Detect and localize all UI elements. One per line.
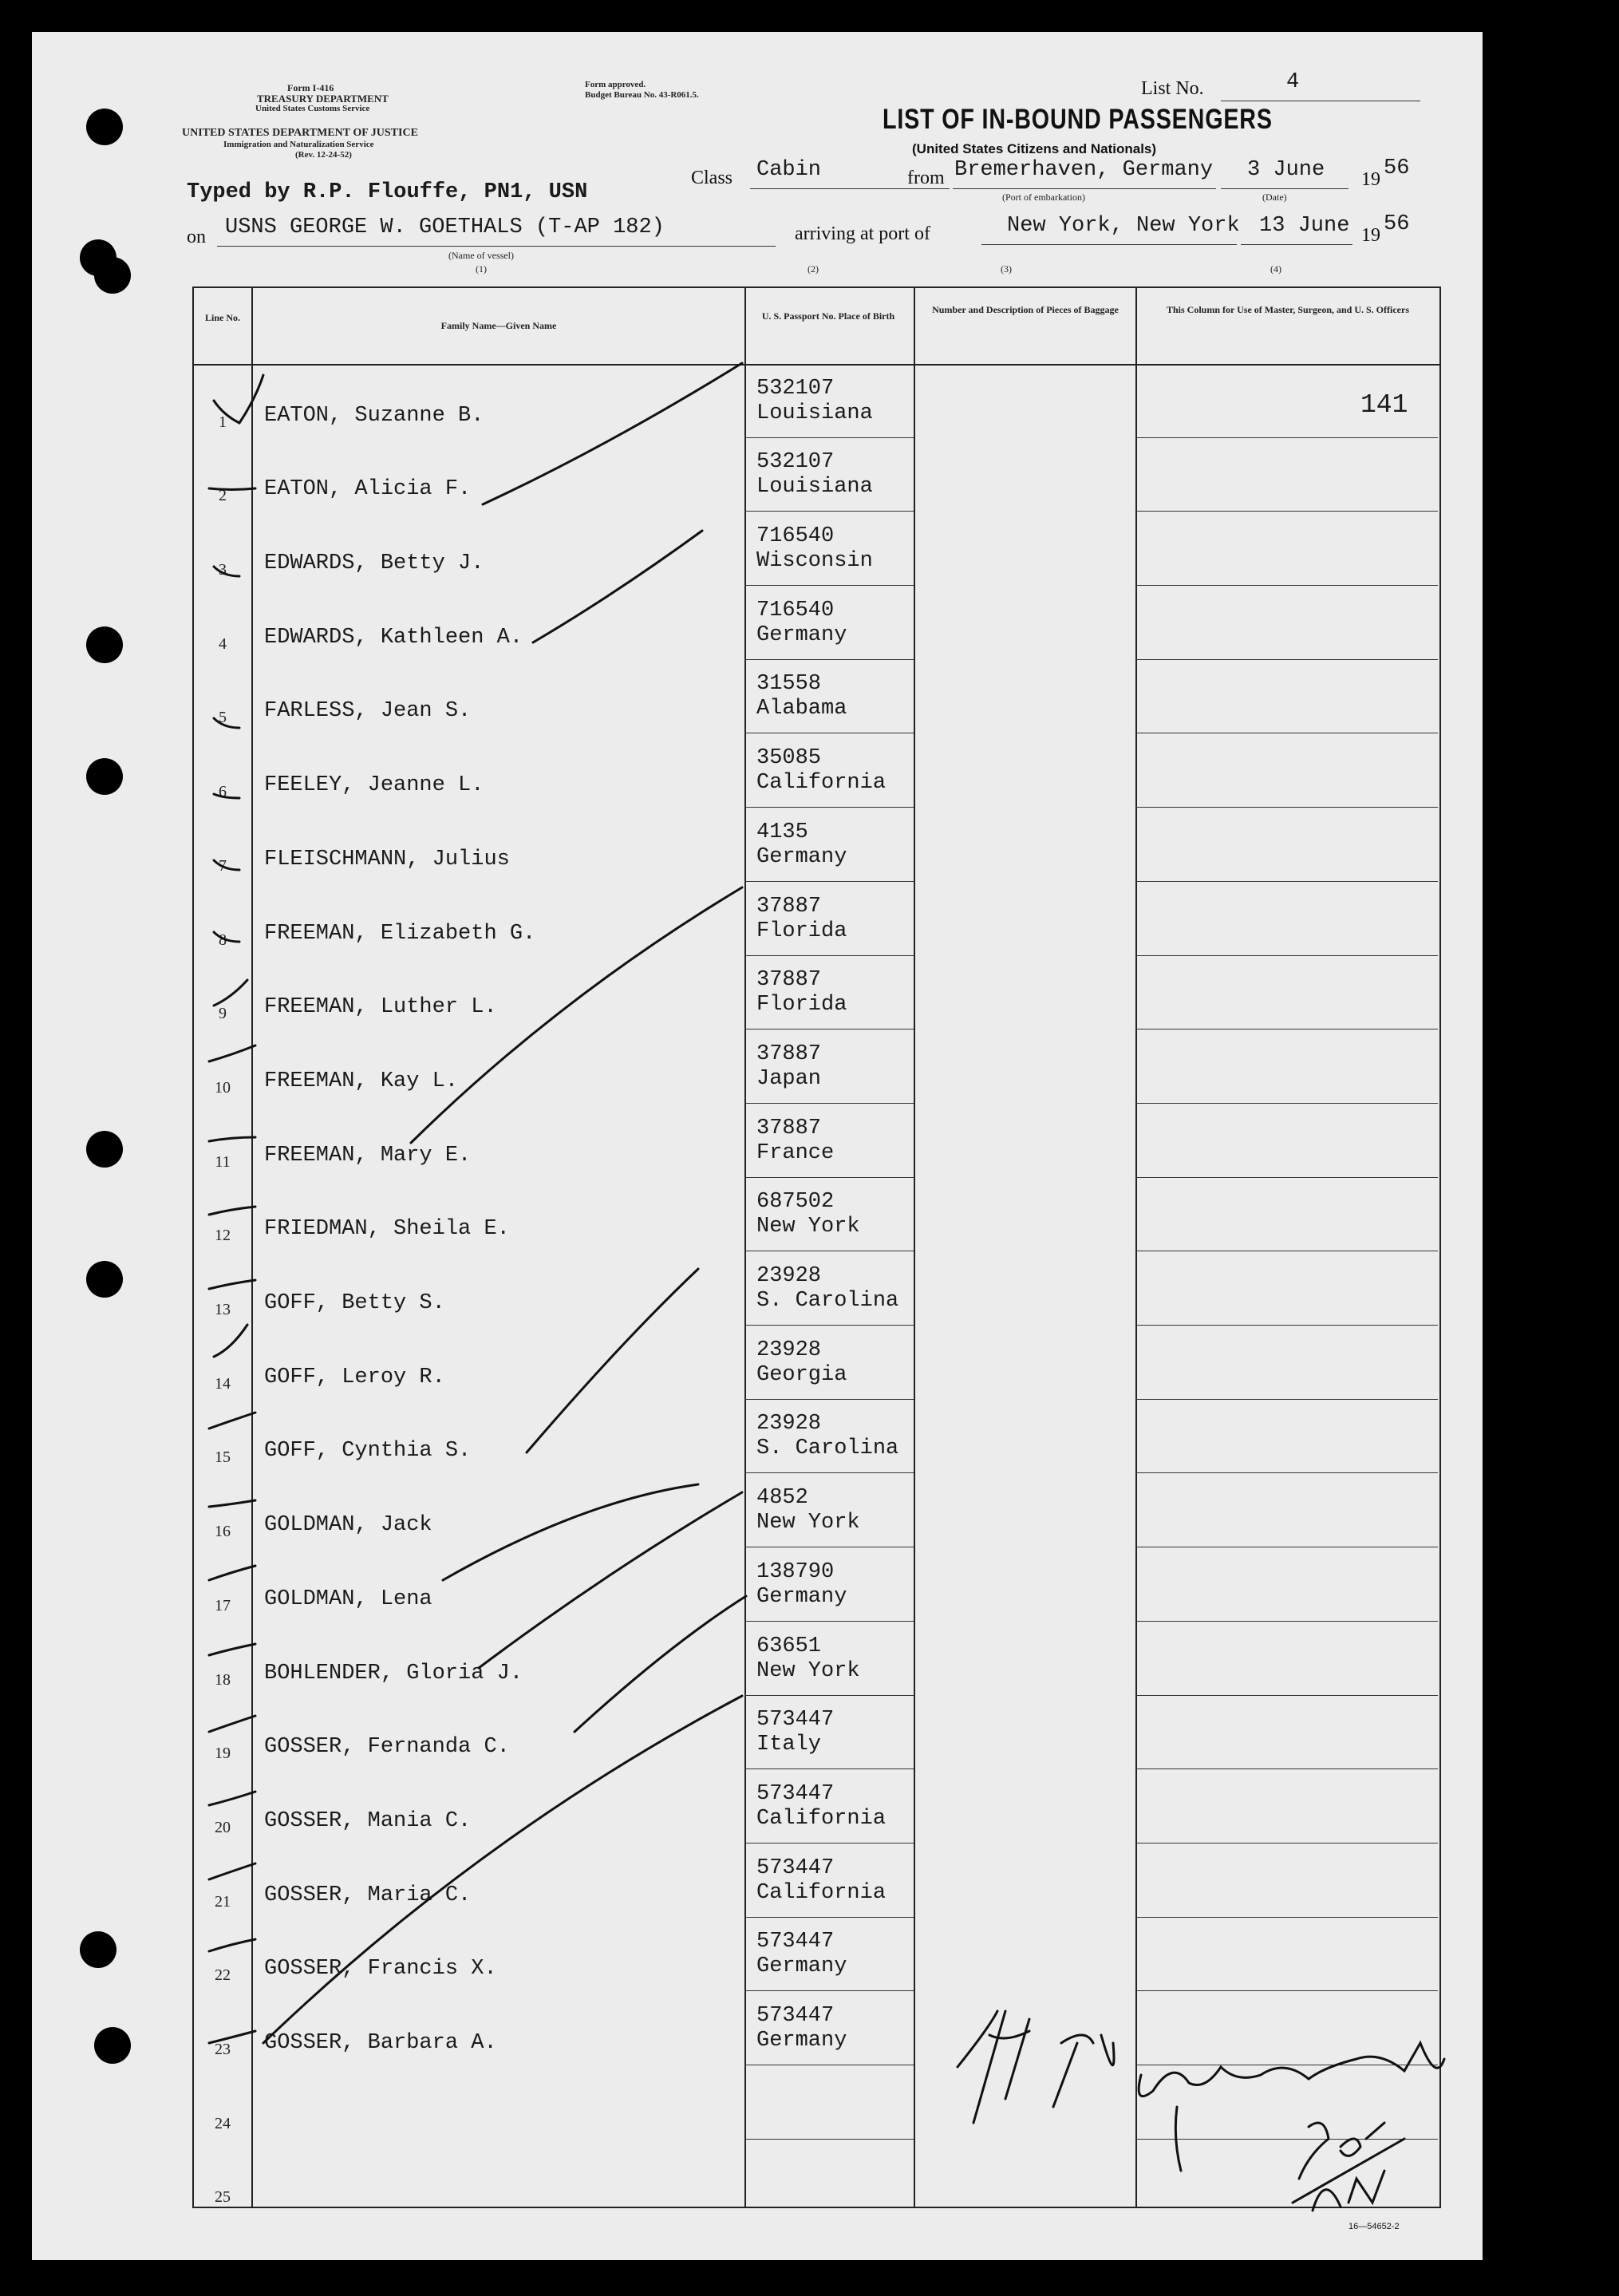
footer-code: 16—54652-2: [1349, 2222, 1400, 2231]
passenger-name: FREEMAN, Mary E.: [264, 1143, 472, 1168]
check-mark: [209, 1045, 255, 1061]
check-mark: [209, 1137, 255, 1141]
diagonal-stroke: [483, 363, 742, 504]
list-no-label: List No.: [1141, 78, 1204, 99]
passport-number: 37887: [756, 1116, 822, 1140]
col-num-3: (3): [1001, 263, 1012, 275]
vessel-caption: (Name of vessel): [448, 250, 514, 261]
line-number: 17: [215, 1596, 231, 1614]
embark-date: 3 June: [1247, 158, 1325, 182]
passport-number: 23928: [756, 1412, 822, 1436]
document-title: LIST OF IN-BOUND PASSENGERS: [883, 104, 1273, 135]
diagonal-stroke: [527, 1269, 698, 1452]
embark-year: 56: [1384, 156, 1410, 180]
check-mark: [209, 1716, 255, 1732]
passport-number: 532107: [756, 376, 835, 401]
line-number: 25: [215, 2188, 231, 2207]
line-number: 11: [215, 1152, 231, 1171]
place-of-birth: Wisconsin: [756, 549, 873, 574]
passenger-name: GOSSER, Francis X.: [264, 1957, 497, 1982]
embark-year-prefix: 19: [1361, 169, 1380, 190]
line-number: 15: [215, 1448, 231, 1467]
header-passport: U. S. Passport No. Place of Birth: [761, 310, 895, 322]
place-of-birth: France: [756, 1140, 835, 1165]
passenger-name: GOSSER, Barbara A.: [264, 2031, 497, 2056]
check-mark: [214, 794, 239, 798]
initials-stroke: [1293, 2139, 1404, 2203]
typed-by-line: Typed by R.P. Flouffe, PN1, USN: [187, 180, 588, 204]
line-number: 1: [219, 413, 227, 431]
line-number: 7: [219, 856, 227, 875]
line-number: 5: [219, 709, 227, 727]
place-of-birth: Louisiana: [756, 475, 873, 500]
arrival-port: New York, New York: [1007, 214, 1240, 238]
passenger-name: EDWARDS, Betty J.: [264, 551, 484, 576]
line-number: 10: [215, 1078, 231, 1097]
check-mark: [209, 1500, 255, 1507]
check-mark: [214, 375, 263, 423]
place-of-birth: S. Carolina: [756, 1436, 899, 1461]
check-mark: [214, 860, 239, 870]
col-num-2: (2): [808, 263, 819, 275]
place-of-birth: New York: [756, 1658, 860, 1683]
check-mark: [209, 488, 255, 490]
class-value: Cabin: [756, 158, 822, 182]
place-of-birth: New York: [756, 1215, 860, 1239]
form-revision: (Rev. 12-24-52): [295, 150, 352, 160]
place-of-birth: Germany: [756, 622, 847, 647]
line-number: 6: [219, 783, 227, 801]
diagonal-stroke: [479, 1492, 742, 1668]
place-of-birth: California: [756, 1880, 887, 1905]
line-number: 3: [219, 561, 227, 579]
place-of-birth: Italy: [756, 1733, 822, 1757]
passenger-name: FREEMAN, Kay L.: [264, 1069, 459, 1093]
passenger-name: EATON, Alicia F.: [264, 477, 472, 502]
passport-number: 573447: [756, 1855, 835, 1880]
line-number: 19: [215, 1745, 231, 1763]
class-label: Class: [691, 168, 733, 188]
signature-stroke: [1053, 2035, 1114, 2107]
check-mark: [214, 980, 247, 1006]
diagonal-stroke: [263, 1696, 742, 2043]
passenger-name: FREEMAN, Elizabeth G.: [264, 921, 536, 946]
passenger-name: GOLDMAN, Lena: [264, 1587, 432, 1611]
passport-number: 573447: [756, 1708, 835, 1733]
line-number: 4: [219, 634, 227, 653]
check-mark: [214, 932, 239, 942]
arrival-year: 56: [1384, 212, 1410, 236]
passenger-name: GOSSER, Fernanda C.: [264, 1735, 510, 1760]
passport-number: 23928: [756, 1264, 822, 1289]
check-mark: [209, 2031, 255, 2043]
check-mark: [214, 718, 239, 728]
passport-number: 573447: [756, 1930, 835, 1954]
passenger-name: BOHLENDER, Gloria J.: [264, 1661, 523, 1685]
initials-stroke: [1299, 2123, 1384, 2179]
check-mark: [209, 1792, 255, 1805]
signature-stroke: [1175, 2107, 1181, 2171]
place-of-birth: Germany: [756, 844, 847, 869]
line-number: 24: [215, 2114, 231, 2132]
diagonal-stroke: [443, 1484, 698, 1580]
arriving-label: arriving at port of: [795, 223, 930, 244]
place-of-birth: S. Carolina: [756, 1289, 899, 1314]
passport-number: 63651: [756, 1634, 822, 1658]
header-baggage: Number and Description of Pieces of Baggage: [932, 304, 1119, 315]
passenger-name: FEELEY, Jeanne L.: [264, 773, 484, 798]
check-mark: [214, 567, 239, 576]
place-of-birth: New York: [756, 1511, 860, 1535]
check-mark: [209, 1280, 255, 1289]
passenger-name: FLEISCHMANN, Julius: [264, 847, 510, 871]
passport-number: 573447: [756, 2004, 835, 2029]
passport-number: 35085: [756, 746, 822, 771]
line-number: 18: [215, 1670, 231, 1689]
passenger-name: EATON, Suzanne B.: [264, 403, 484, 428]
agency-justice: UNITED STATES DEPARTMENT OF JUSTICE: [182, 127, 418, 139]
place-of-birth: Germany: [756, 1954, 847, 1979]
passenger-name: FRIEDMAN, Sheila E.: [264, 1217, 510, 1242]
col-num-1: (1): [476, 263, 487, 275]
agency-ins: Immigration and Naturalization Service: [223, 140, 374, 149]
passenger-name: FREEMAN, Luther L.: [264, 995, 497, 1020]
place-of-birth: Georgia: [756, 1362, 847, 1387]
line-number: 16: [215, 1523, 231, 1541]
place-of-birth: California: [756, 771, 887, 796]
line-number: 9: [219, 1005, 227, 1023]
passport-number: 37887: [756, 1041, 822, 1066]
header-name: Family Name—Given Name: [440, 320, 557, 331]
place-of-birth: Germany: [756, 2029, 847, 2053]
port-embark-caption: (Port of embarkation): [1002, 192, 1085, 203]
passport-number: 573447: [756, 1781, 835, 1806]
signature-stroke: [958, 2011, 1029, 2123]
line-number: 22: [215, 1966, 231, 1985]
line-number: 12: [215, 1227, 231, 1245]
port-of-embarkation: Bremerhaven, Germany: [954, 158, 1214, 182]
passenger-name: GOFF, Leroy R.: [264, 1365, 445, 1389]
document-subtitle: (United States Citizens and Nationals): [912, 141, 1157, 156]
arrival-date: 13 June: [1259, 214, 1350, 238]
place-of-birth: Alabama: [756, 697, 847, 721]
check-mark: [209, 1566, 255, 1580]
passport-number: 716540: [756, 524, 835, 549]
passport-number: 687502: [756, 1190, 835, 1215]
line-number: 2: [219, 487, 227, 505]
list-no-value: 4: [1286, 70, 1300, 94]
col-num-4: (4): [1270, 263, 1281, 275]
passport-number: 138790: [756, 1559, 835, 1584]
check-mark: [209, 1413, 255, 1429]
signature-stroke: [1139, 2043, 1444, 2096]
place-of-birth: Germany: [756, 1584, 847, 1609]
passport-number: 37887: [756, 968, 822, 993]
date-caption: (Date): [1262, 192, 1287, 203]
place-of-birth: Japan: [756, 1066, 822, 1091]
diagonal-stroke: [533, 531, 702, 642]
passenger-name: GOLDMAN, Jack: [264, 1513, 432, 1538]
passenger-name: EDWARDS, Kathleen A.: [264, 625, 523, 650]
place-of-birth: Louisiana: [756, 401, 873, 425]
check-mark: [209, 1939, 255, 1951]
place-of-birth: Florida: [756, 993, 847, 1018]
on-label: on: [187, 227, 206, 247]
header-line-no: Line No.: [204, 312, 240, 323]
form-id: Form I-416: [287, 82, 334, 93]
diagonal-stroke: [575, 1596, 746, 1732]
initials-stroke: [1313, 2171, 1384, 2211]
passenger-name: GOFF, Betty S.: [264, 1291, 445, 1316]
agency-treasury: TREASURY DEPARTMENT: [257, 93, 389, 105]
check-mark: [209, 1644, 255, 1655]
check-mark: [209, 1863, 255, 1879]
line-number: 13: [215, 1301, 231, 1319]
vessel-name: USNS GEORGE W. GOETHALS (T-AP 182): [225, 215, 665, 239]
diagonal-stroke: [411, 887, 742, 1143]
passport-number: 23928: [756, 1338, 822, 1362]
passenger-name: GOFF, Cynthia S.: [264, 1439, 472, 1464]
arrival-year-prefix: 19: [1361, 225, 1380, 246]
line-number: 20: [215, 1818, 231, 1836]
agency-customs: United States Customs Service: [255, 104, 370, 113]
passport-number: 31558: [756, 672, 822, 697]
form-approval: Form approved.: [585, 80, 646, 89]
passport-number: 37887: [756, 894, 822, 919]
line-number: 14: [215, 1374, 231, 1393]
line-number: 23: [215, 2041, 231, 2059]
passenger-name: GOSSER, Mania C.: [264, 1808, 472, 1833]
passport-number: 532107: [756, 450, 835, 475]
line-number: 8: [219, 931, 227, 949]
place-of-birth: California: [756, 1806, 887, 1831]
header-officers: This Column for Use of Master, Surgeon, and U. S. Officers: [1166, 304, 1409, 315]
line-number: 21: [215, 1892, 231, 1911]
passport-number: 4852: [756, 1486, 808, 1511]
passport-number: 716540: [756, 598, 835, 622]
budget-bureau: Budget Bureau No. 43-R061.5.: [585, 90, 699, 100]
passport-number: 4135: [756, 820, 808, 844]
check-mark: [214, 1325, 247, 1357]
passenger-name: FARLESS, Jean S.: [264, 699, 472, 724]
from-label: from: [907, 168, 945, 188]
place-of-birth: Florida: [756, 919, 847, 943]
check-mark: [209, 1207, 255, 1215]
officer-note: 141: [1360, 390, 1408, 420]
passenger-name: GOSSER, Maria C.: [264, 1883, 472, 1907]
